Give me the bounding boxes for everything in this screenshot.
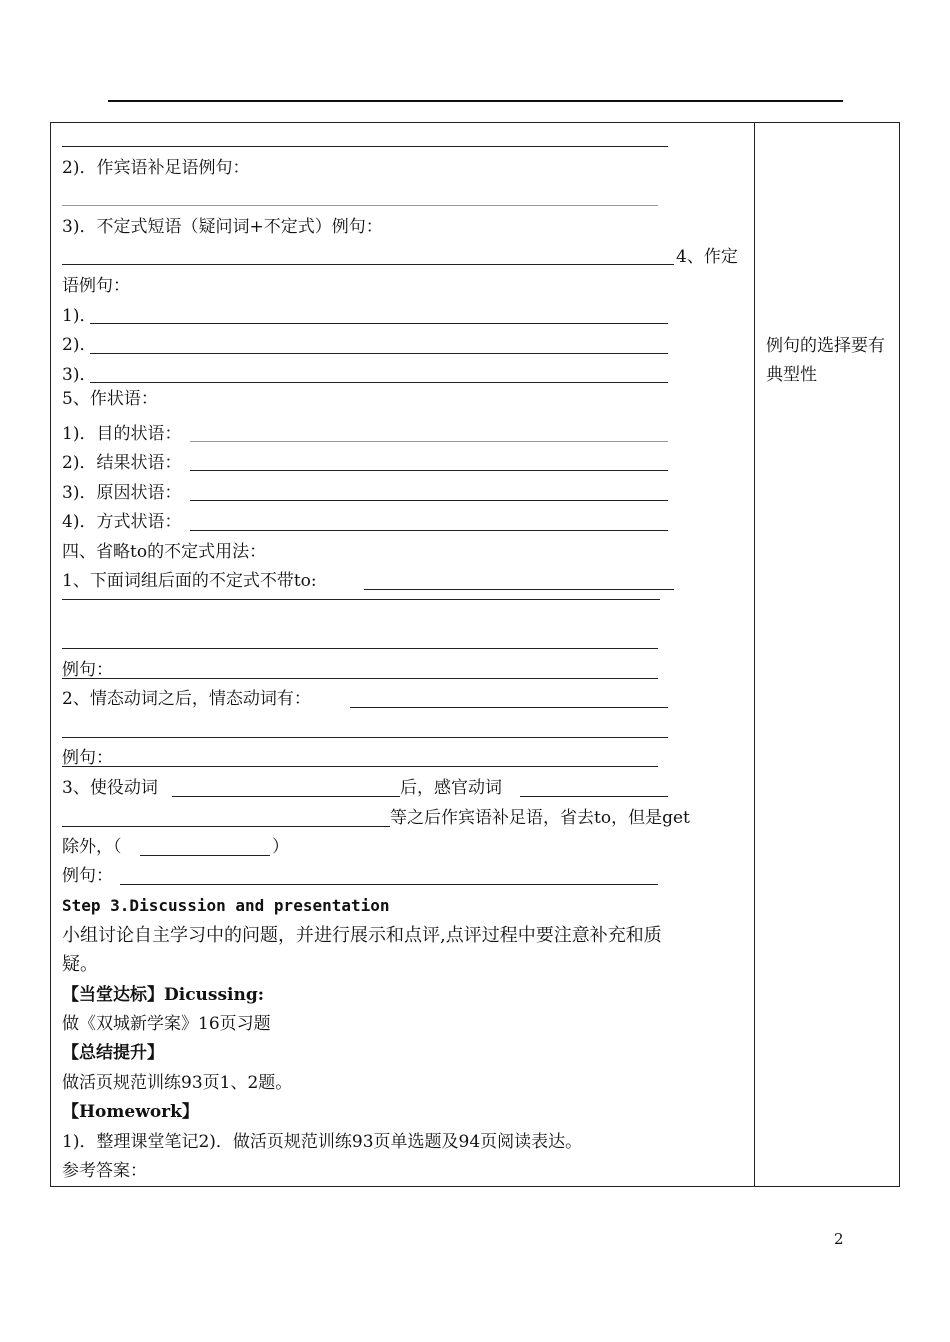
text-line: 5、作状语：	[62, 389, 158, 409]
text-line: 等之后作宾语补足语，省去to，但是get	[390, 808, 690, 828]
text-line: 1)．	[62, 306, 97, 326]
text-line: 疑。	[62, 954, 98, 975]
step-heading: Step 3.Discussion and presentation	[62, 896, 390, 915]
section-heading: 【Homework】	[62, 1102, 199, 1122]
answer-line[interactable]	[62, 766, 658, 767]
answer-line[interactable]	[140, 855, 270, 856]
answer-line[interactable]	[190, 500, 668, 501]
answer-line[interactable]	[90, 353, 668, 354]
text-line: 3)．	[62, 365, 97, 385]
section-heading: 【总结提升】	[62, 1043, 164, 1063]
text-line: 例句：	[62, 660, 113, 680]
answer-line[interactable]	[62, 146, 668, 147]
answer-line[interactable]	[190, 530, 668, 531]
answer-line[interactable]	[62, 648, 658, 649]
answer-line[interactable]	[172, 796, 400, 797]
answer-line[interactable]	[120, 884, 658, 885]
text-line: 3)．原因状语：	[62, 483, 182, 503]
text-line: 参考答案：	[62, 1161, 147, 1181]
text-line: 2)．作宾语补足语例句：	[62, 158, 250, 178]
text-line: 4、作定	[676, 247, 738, 267]
answer-line[interactable]	[190, 441, 668, 442]
text-line: 3)．不定式短语（疑问词+不定式）例句：	[62, 217, 383, 237]
header-rule	[108, 100, 843, 102]
section-heading: 【当堂达标】Dicussing:	[62, 985, 265, 1005]
text-line: 四、省略to的不定式用法：	[62, 542, 267, 562]
text-line: 4)．方式状语：	[62, 512, 182, 532]
answer-line[interactable]	[62, 599, 660, 600]
answer-line[interactable]	[190, 470, 668, 471]
text-line: 2)．	[62, 335, 97, 355]
answer-line[interactable]	[90, 382, 668, 383]
answer-line[interactable]	[364, 589, 674, 590]
answer-line[interactable]	[62, 826, 390, 827]
text-line: ）	[272, 837, 289, 857]
answer-line[interactable]	[520, 796, 668, 797]
text-line: 3、使役动词	[62, 778, 158, 798]
text-line: 例句：	[62, 748, 113, 768]
page-number: 2	[834, 1230, 844, 1248]
answer-line[interactable]	[350, 707, 668, 708]
text-line: 1、下面词组后面的不定式不带to:	[62, 571, 317, 591]
text-line: 1)．目的状语：	[62, 424, 182, 444]
text-line: 除外，（	[62, 837, 122, 857]
side-note: 例句的选择要有典型性	[766, 336, 885, 385]
answer-line[interactable]	[90, 323, 668, 324]
text-line: 小组讨论自主学习中的问题，并进行展示和点评,点评过程中要注意补充和质	[62, 925, 662, 946]
answer-line[interactable]	[62, 737, 668, 738]
answer-line[interactable]	[62, 264, 674, 265]
answer-line[interactable]	[62, 678, 658, 679]
text-line: 2、情态动词之后，情态动词有：	[62, 689, 311, 709]
text-line: 2)．结果状语：	[62, 453, 182, 473]
text-line: 做活页规范训练93页1、2题。	[62, 1073, 293, 1093]
text-line: 做《双城新学案》16页习题	[62, 1014, 271, 1034]
text-line: 例句：	[62, 866, 113, 886]
text-line: 1)．整理课堂笔记2)．做活页规范训练93页单选题及94页阅读表达。	[62, 1132, 583, 1152]
column-divider	[754, 122, 755, 1187]
answer-line[interactable]	[62, 205, 658, 206]
text-line: 后，感官动词	[400, 778, 502, 798]
text-line: 语例句：	[62, 276, 130, 296]
